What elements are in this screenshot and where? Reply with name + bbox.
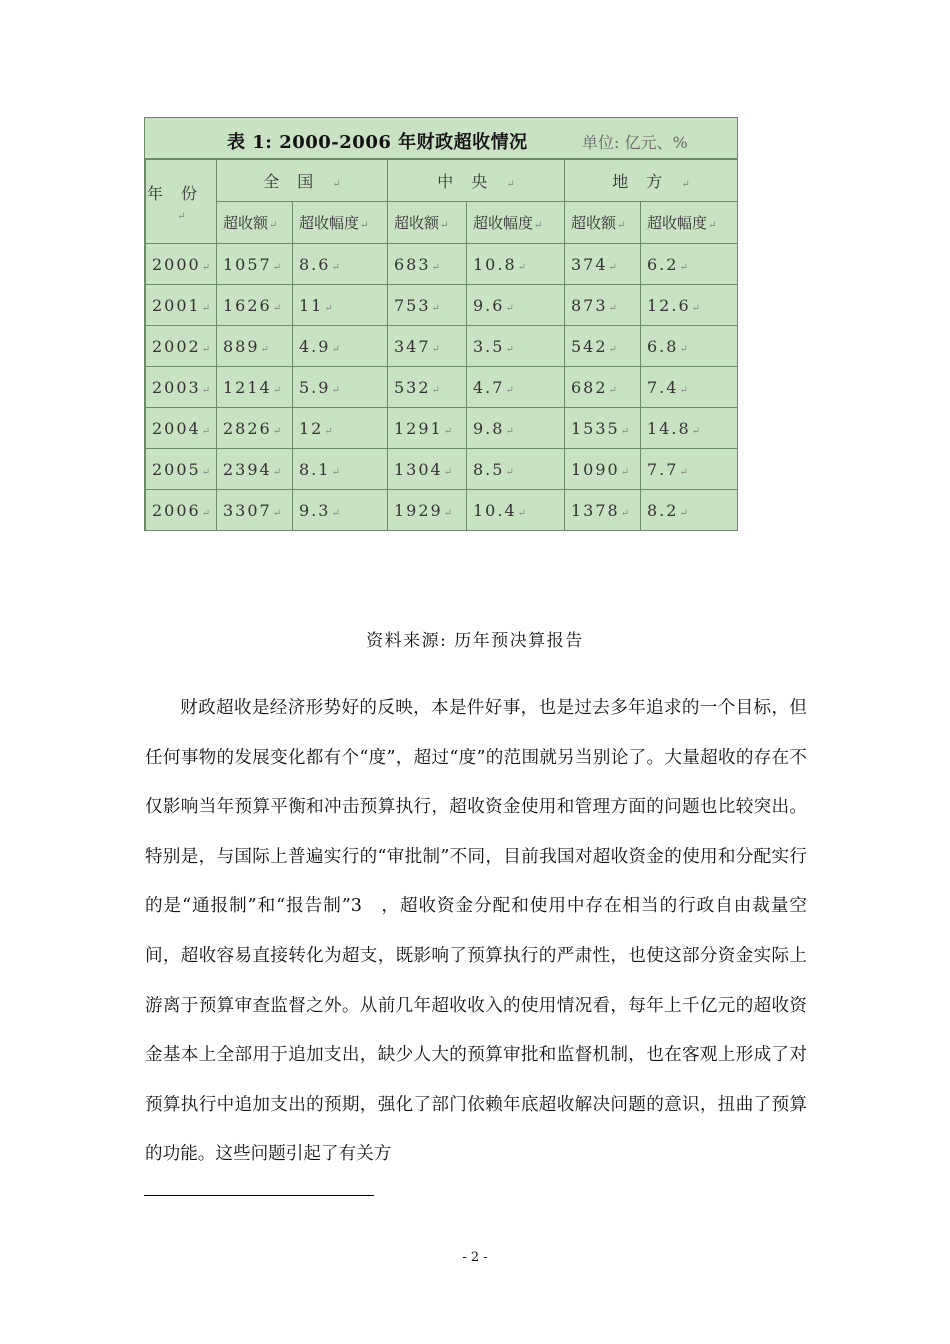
table-row (146, 326, 738, 367)
value-cell: 10.4↵ (467, 490, 565, 531)
table-row (146, 449, 738, 490)
page-number: - 2 - (462, 1250, 488, 1265)
value-cell: 682↵ (565, 367, 641, 408)
value-cell: 1378↵ (565, 490, 641, 531)
value-cell: 5.9↵ (293, 367, 388, 408)
source-note: 资料来源: 历年预决算报告 (366, 631, 584, 651)
subheader: 超收幅度↵ (293, 202, 388, 244)
group-header-local: 地方↵ (565, 160, 738, 202)
value-cell: 873↵ (565, 285, 641, 326)
revenue-table (144, 117, 738, 531)
table-row (146, 490, 738, 531)
value-cell: 1090↵ (565, 449, 641, 490)
footnote-divider (144, 1195, 374, 1196)
year-cell: 2004↵ (146, 408, 217, 449)
body-text (145, 684, 807, 1180)
value-cell: 9.3↵ (293, 490, 388, 531)
value-cell: 9.6↵ (467, 285, 565, 326)
value-cell: 889↵ (217, 326, 293, 367)
value-cell: 347↵ (388, 326, 467, 367)
group-header-row (146, 160, 738, 202)
value-cell: 8.1↵ (293, 449, 388, 490)
value-cell: 8.6↵ (293, 244, 388, 285)
value-cell: 14.8↵ (641, 408, 738, 449)
value-cell: 12.6↵ (641, 285, 738, 326)
value-cell: 12↵ (293, 408, 388, 449)
year-cell: 2000↵ (146, 244, 217, 285)
value-cell: 8.5↵ (467, 449, 565, 490)
subheader: 超收幅度↵ (467, 202, 565, 244)
year-cell: 2002↵ (146, 326, 217, 367)
year-cell: 2006↵ (146, 490, 217, 531)
subheader: 超收额↵ (388, 202, 467, 244)
value-cell: 2826↵ (217, 408, 293, 449)
table-title-row (145, 118, 737, 159)
year-header: 年份↵ (146, 160, 217, 244)
value-cell: 753↵ (388, 285, 467, 326)
value-cell: 8.2↵ (641, 490, 738, 531)
value-cell: 6.2↵ (641, 244, 738, 285)
value-cell: 1291↵ (388, 408, 467, 449)
value-cell: 6.8↵ (641, 326, 738, 367)
value-cell: 2394↵ (217, 449, 293, 490)
year-cell: 2005↵ (146, 449, 217, 490)
year-cell: 2001↵ (146, 285, 217, 326)
value-cell: 1626↵ (217, 285, 293, 326)
value-cell: 374↵ (565, 244, 641, 285)
value-cell: 4.9↵ (293, 326, 388, 367)
table-unit: 单位: 亿元、% (582, 133, 688, 152)
table-row (146, 244, 738, 285)
subheader-row (146, 202, 738, 244)
value-cell: 1214↵ (217, 367, 293, 408)
group-header-national: 全国↵ (217, 160, 388, 202)
value-cell: 683↵ (388, 244, 467, 285)
group-header-central: 中央↵ (388, 160, 565, 202)
value-cell: 7.7↵ (641, 449, 738, 490)
subheader: 超收幅度↵ (641, 202, 738, 244)
table-row (146, 408, 738, 449)
value-cell: 1535↵ (565, 408, 641, 449)
value-cell: 11↵ (293, 285, 388, 326)
value-cell: 532↵ (388, 367, 467, 408)
table-title: 表 1: 2000-2006 年财政超收情况 (227, 132, 528, 153)
value-cell: 3.5↵ (467, 326, 565, 367)
table-row (146, 285, 738, 326)
subheader: 超收额↵ (217, 202, 293, 244)
year-cell: 2003↵ (146, 367, 217, 408)
value-cell: 1304↵ (388, 449, 467, 490)
table-row (146, 367, 738, 408)
value-cell: 4.7↵ (467, 367, 565, 408)
value-cell: 3307↵ (217, 490, 293, 531)
value-cell: 7.4↵ (641, 367, 738, 408)
value-cell: 1929↵ (388, 490, 467, 531)
data-table (145, 159, 738, 531)
value-cell: 9.8↵ (467, 408, 565, 449)
table-body (146, 244, 738, 531)
value-cell: 10.8↵ (467, 244, 565, 285)
value-cell: 542↵ (565, 326, 641, 367)
value-cell: 1057↵ (217, 244, 293, 285)
paragraph: 财政超收是经济形势好的反映，本是件好事，也是过去多年追求的一个目标，但任何事物的发展变化都有个“度”，超过“度”的范围就另当别论了。大量超收的存在不仅影响当年预算平衡和冲击预算执行，超收资金使用和管理方面的问题也比较突出。特别是，与国际上普遍实行的“审批制”不同，目前我国对超收资金的使用和分配实行的是“通报制”和“报告制”3 ，超收资金分配和使用中存在相当的行政自由裁量空间，超收容易直接转化为超支，既影响了预算执行的严肃性，也使这部分资金实际上游离于预算审查监督之外。从前几年超收收入的使用情况看，每年上千亿元的超收资金基本上全部用于追加支出，缺少人大的预算审批和监督机制，也在客观上形成了对预算执行中追加支出的预期，强化了部门依赖年底超收解决问题的意识，扭曲了预算的功能。这些问题引起了有关方 (145, 698, 807, 1165)
subheader: 超收额↵ (565, 202, 641, 244)
